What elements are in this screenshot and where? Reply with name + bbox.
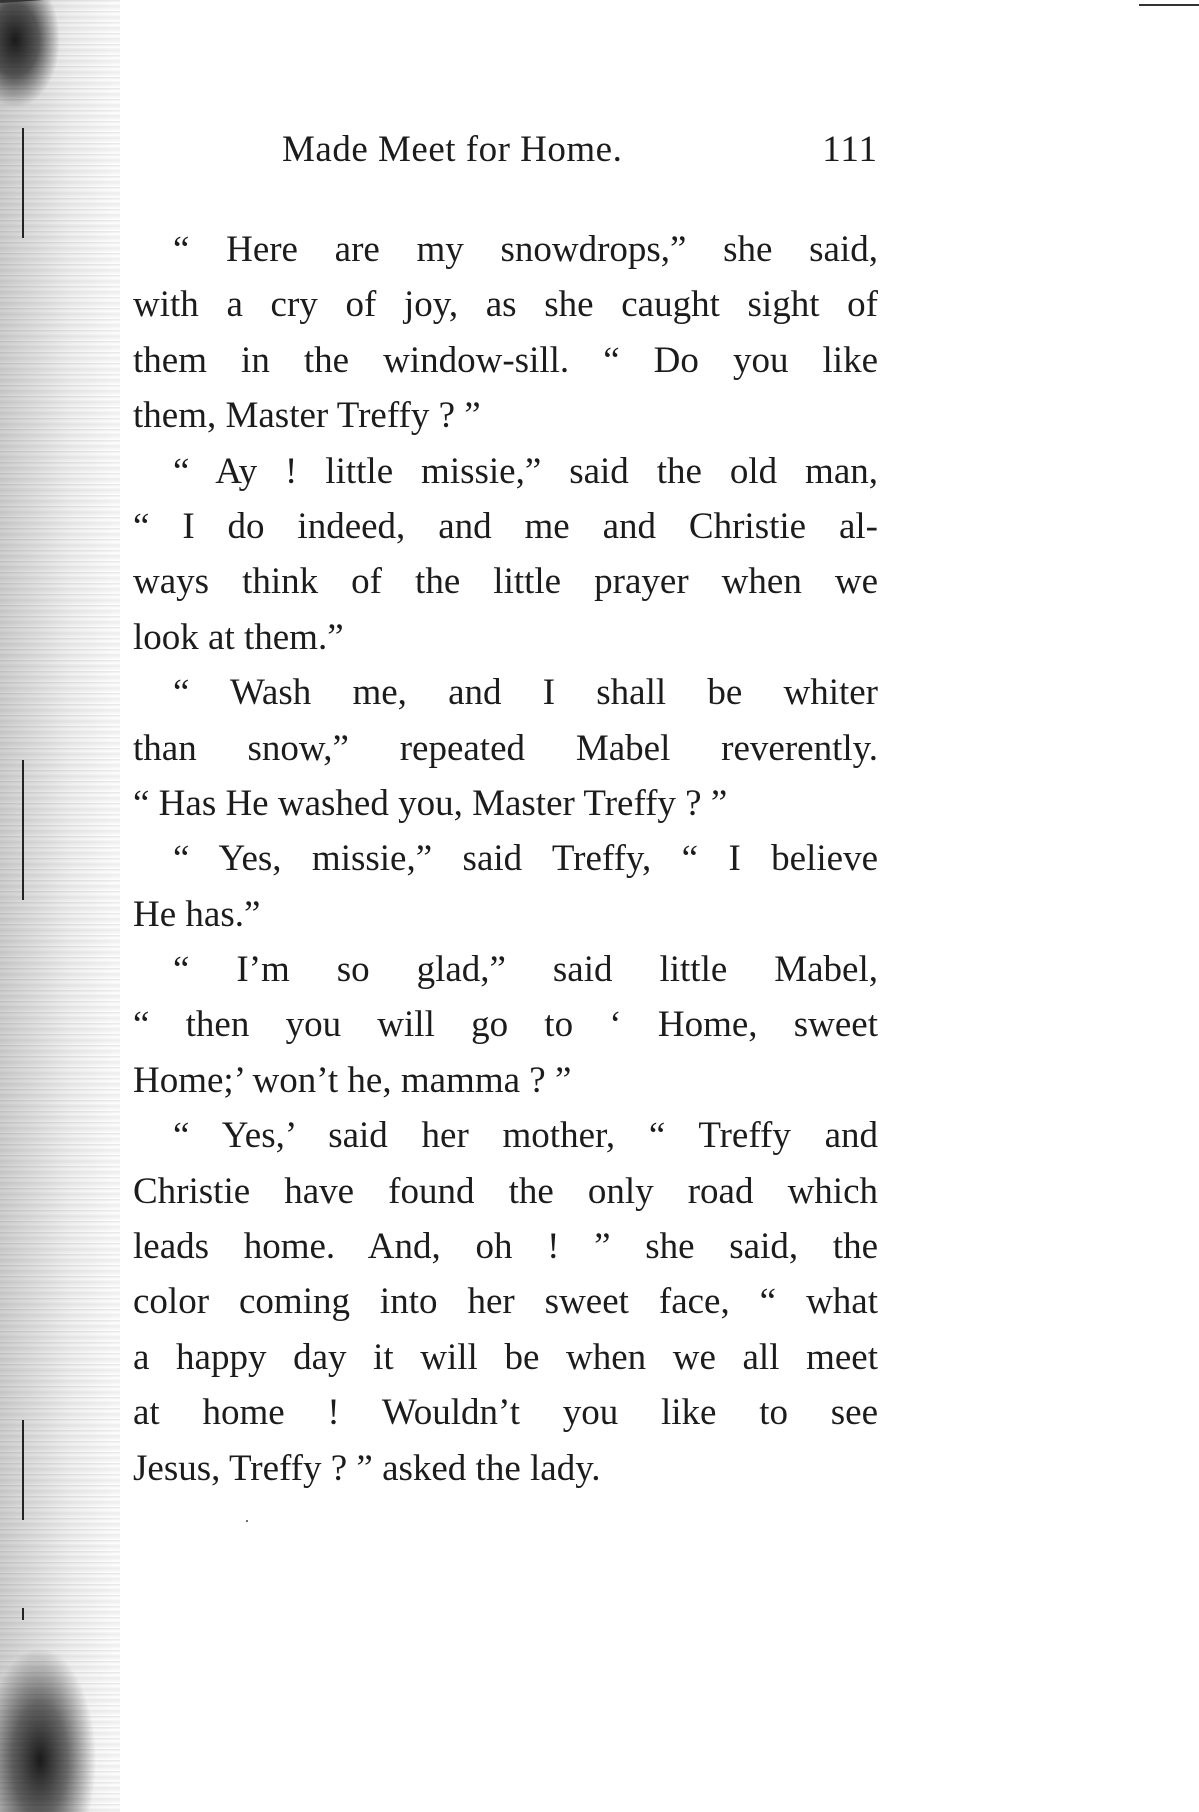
edge-line <box>22 1608 24 1620</box>
text-line: leads home. And, oh ! ” she said, the <box>133 1226 878 1268</box>
edge-line <box>22 128 24 238</box>
text-line: them, Master Treffy ? ” <box>133 395 481 437</box>
text-line: “ Ay ! little missie,” said the old man, <box>173 450 878 492</box>
text-line: ways think of the little prayer when we <box>133 561 878 603</box>
text-line: a happy day it will be when we all meet <box>133 1336 878 1378</box>
text-line: “ Yes, missie,” said Treffy, “ I believe <box>173 838 878 880</box>
page-number: 111 <box>822 129 878 170</box>
text-line: look at them.” <box>133 616 344 658</box>
text-line: He has.” <box>133 893 261 935</box>
text-line: “ I do indeed, and me and Christie al- <box>133 505 878 547</box>
text-line: “ Has He washed you, Master Treffy ? ” <box>133 782 728 824</box>
text-line: than snow,” repeated Mabel reverently. <box>133 727 878 769</box>
text-line: “ Yes,’ said her mother, “ Treffy and <box>173 1115 878 1157</box>
text-line: Jesus, Treffy ? ” asked the lady. <box>133 1447 601 1489</box>
text-line: them in the window-sill. “ Do you like <box>133 339 878 381</box>
running-title: Made Meet for Home. <box>282 129 623 170</box>
body-text <box>133 222 878 1496</box>
edge-line <box>22 1420 24 1520</box>
text-line: Christie have found the only road which <box>133 1170 878 1212</box>
text-line: Home;’ won’t he, mamma ? ” <box>133 1059 572 1101</box>
text-line: color coming into her sweet face, “ what <box>133 1281 878 1323</box>
gutter-shadow <box>0 0 120 1812</box>
text-line: “ then you will go to ‘ Home, sweet <box>133 1004 878 1046</box>
running-header <box>282 128 878 174</box>
top-right-edge-mark <box>1139 4 1199 6</box>
text-line: “ Wash me, and I shall be whiter <box>173 672 878 714</box>
text-line: “ Here are my snowdrops,” she said, <box>173 229 878 270</box>
text-line: with a cry of joy, as she caught sight of <box>133 284 878 326</box>
speck <box>246 1520 248 1522</box>
text-line: at home ! Wouldn’t you like to see <box>133 1392 878 1434</box>
text-line: “ I’m so glad,” said little Mabel, <box>173 949 878 991</box>
edge-line <box>22 760 24 900</box>
